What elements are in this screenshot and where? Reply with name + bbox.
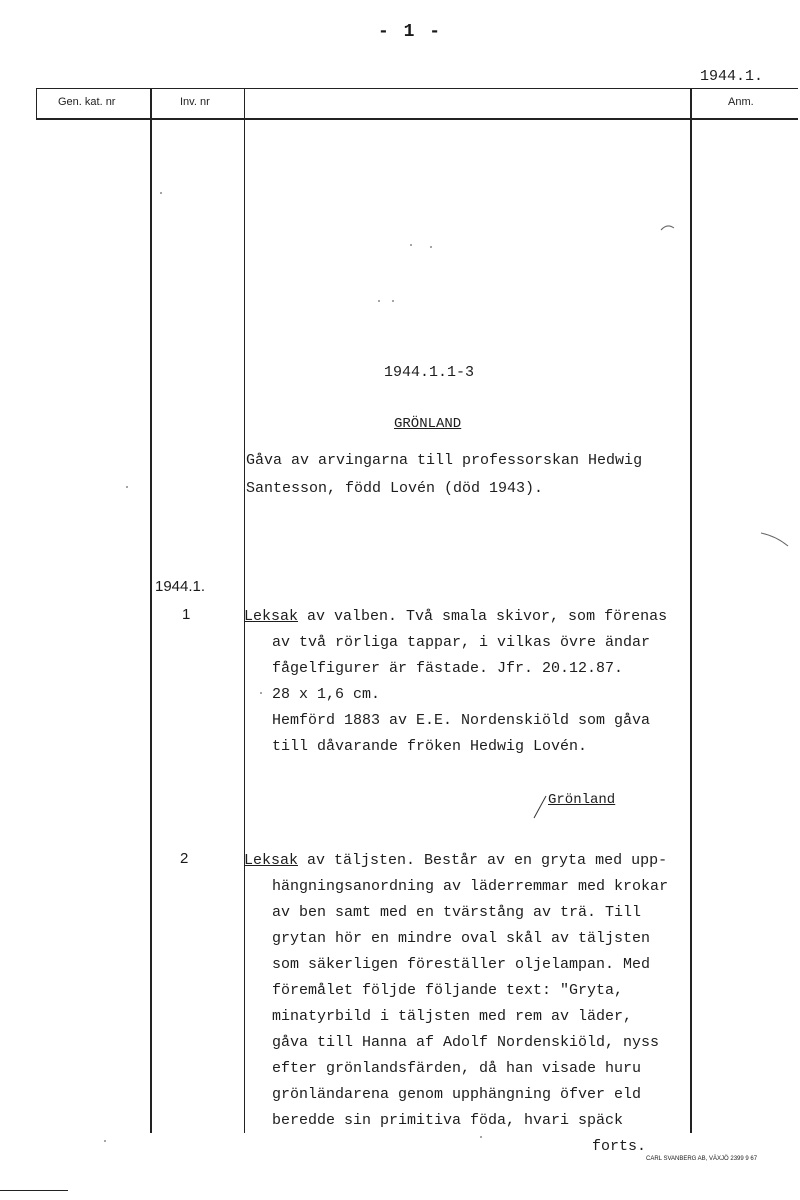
slash-mark (530, 794, 550, 820)
entry-1-line-6: till dåvarande fröken Hedwig Lovén. (272, 738, 588, 755)
entry-1-first-line-text: av valben. Två smala skivor, som förenas (298, 608, 668, 625)
left-border (36, 88, 37, 120)
scan-speck (378, 300, 380, 302)
donation-line-1: Gåva av arvingarna till professorskan Hedwig (246, 452, 643, 469)
scan-speck (260, 692, 262, 694)
entry-2-first-line-text: av täljsten. Består av en gryta med upp- (298, 852, 668, 869)
entry-2-line-5: som säkerligen föreställer oljelampan. Med (272, 956, 651, 973)
printer-note: CARL SVANBERG AB, VÄXJÖ 2399 9 67 (646, 1156, 758, 1162)
entry-2-line-6: föremålet följde följande text: "Gryta, (272, 982, 624, 999)
scan-speck (126, 486, 128, 488)
entry-1-line-2: av två rörliga tappar, i vilkas övre ändar (272, 634, 651, 651)
donation-line-2: Santesson, född Lovén (död 1943). (246, 480, 544, 497)
entry-number-2: 2 (180, 850, 189, 867)
entry-1-first-line (244, 608, 667, 625)
region-heading: GRÖNLAND (394, 416, 462, 432)
header-anm: Anm. (728, 96, 754, 108)
entry-2-line-11: beredde sin primitiva föda, hvari späck (272, 1112, 624, 1129)
entry-2-line-3: av ben samt med en tvärstång av trä. Till (272, 904, 642, 921)
entry-1-title: Leksak (244, 608, 299, 625)
entry-2-line-10: grönländarena genom upphängning öfver eld (272, 1086, 642, 1103)
entry-1-line-3: fågelfigurer är fästade. Jfr. 20.12.87. (272, 660, 624, 677)
entry-1-line-4: 28 x 1,6 cm. (272, 686, 381, 703)
scan-speck (410, 244, 412, 246)
inventory-prefix: 1944.1. (155, 578, 206, 595)
entry-2-line-2: hängningsanordning av läderremmar med krokar (272, 878, 669, 895)
entry-1-line-5: Hemförd 1883 av E.E. Nordenskiöld som gåva (272, 712, 651, 729)
entry-2-line-7: minatyrbild i täljsten med rem av läder, (272, 1008, 633, 1025)
header-inv-nr: Inv. nr (180, 96, 210, 108)
continued-marker: forts. (592, 1138, 647, 1155)
page-number: - 1 - (378, 22, 443, 42)
entry-2-line-4: grytan hör en mindre oval skål av täljsten (272, 930, 651, 947)
scan-speck (430, 246, 432, 248)
column-divider-1 (150, 88, 152, 1133)
scan-speck (104, 1140, 106, 1142)
entry-2-first-line (244, 852, 667, 869)
scan-mark (660, 222, 676, 232)
scan-speck (480, 1136, 482, 1138)
scan-mark (760, 530, 790, 550)
header-gen-kat-nr: Gen. kat. nr (58, 96, 116, 108)
column-divider-3 (690, 88, 692, 1133)
entry-1-region-note: Grönland (548, 792, 616, 808)
corner-inventory-id: 1944.1. (700, 68, 764, 85)
footer-rule (0, 1190, 68, 1191)
entry-2-line-8: gåva till Hanna af Adolf Nordenskiöld, nyss (272, 1034, 660, 1051)
scan-speck (160, 192, 162, 194)
entry-number-1: 1 (182, 606, 191, 623)
collection-range: 1944.1.1-3 (384, 364, 475, 381)
scan-speck (392, 300, 394, 302)
entry-2-title: Leksak (244, 852, 299, 869)
entry-2-line-9: efter grönlandsfärden, då han visade huru (272, 1060, 642, 1077)
